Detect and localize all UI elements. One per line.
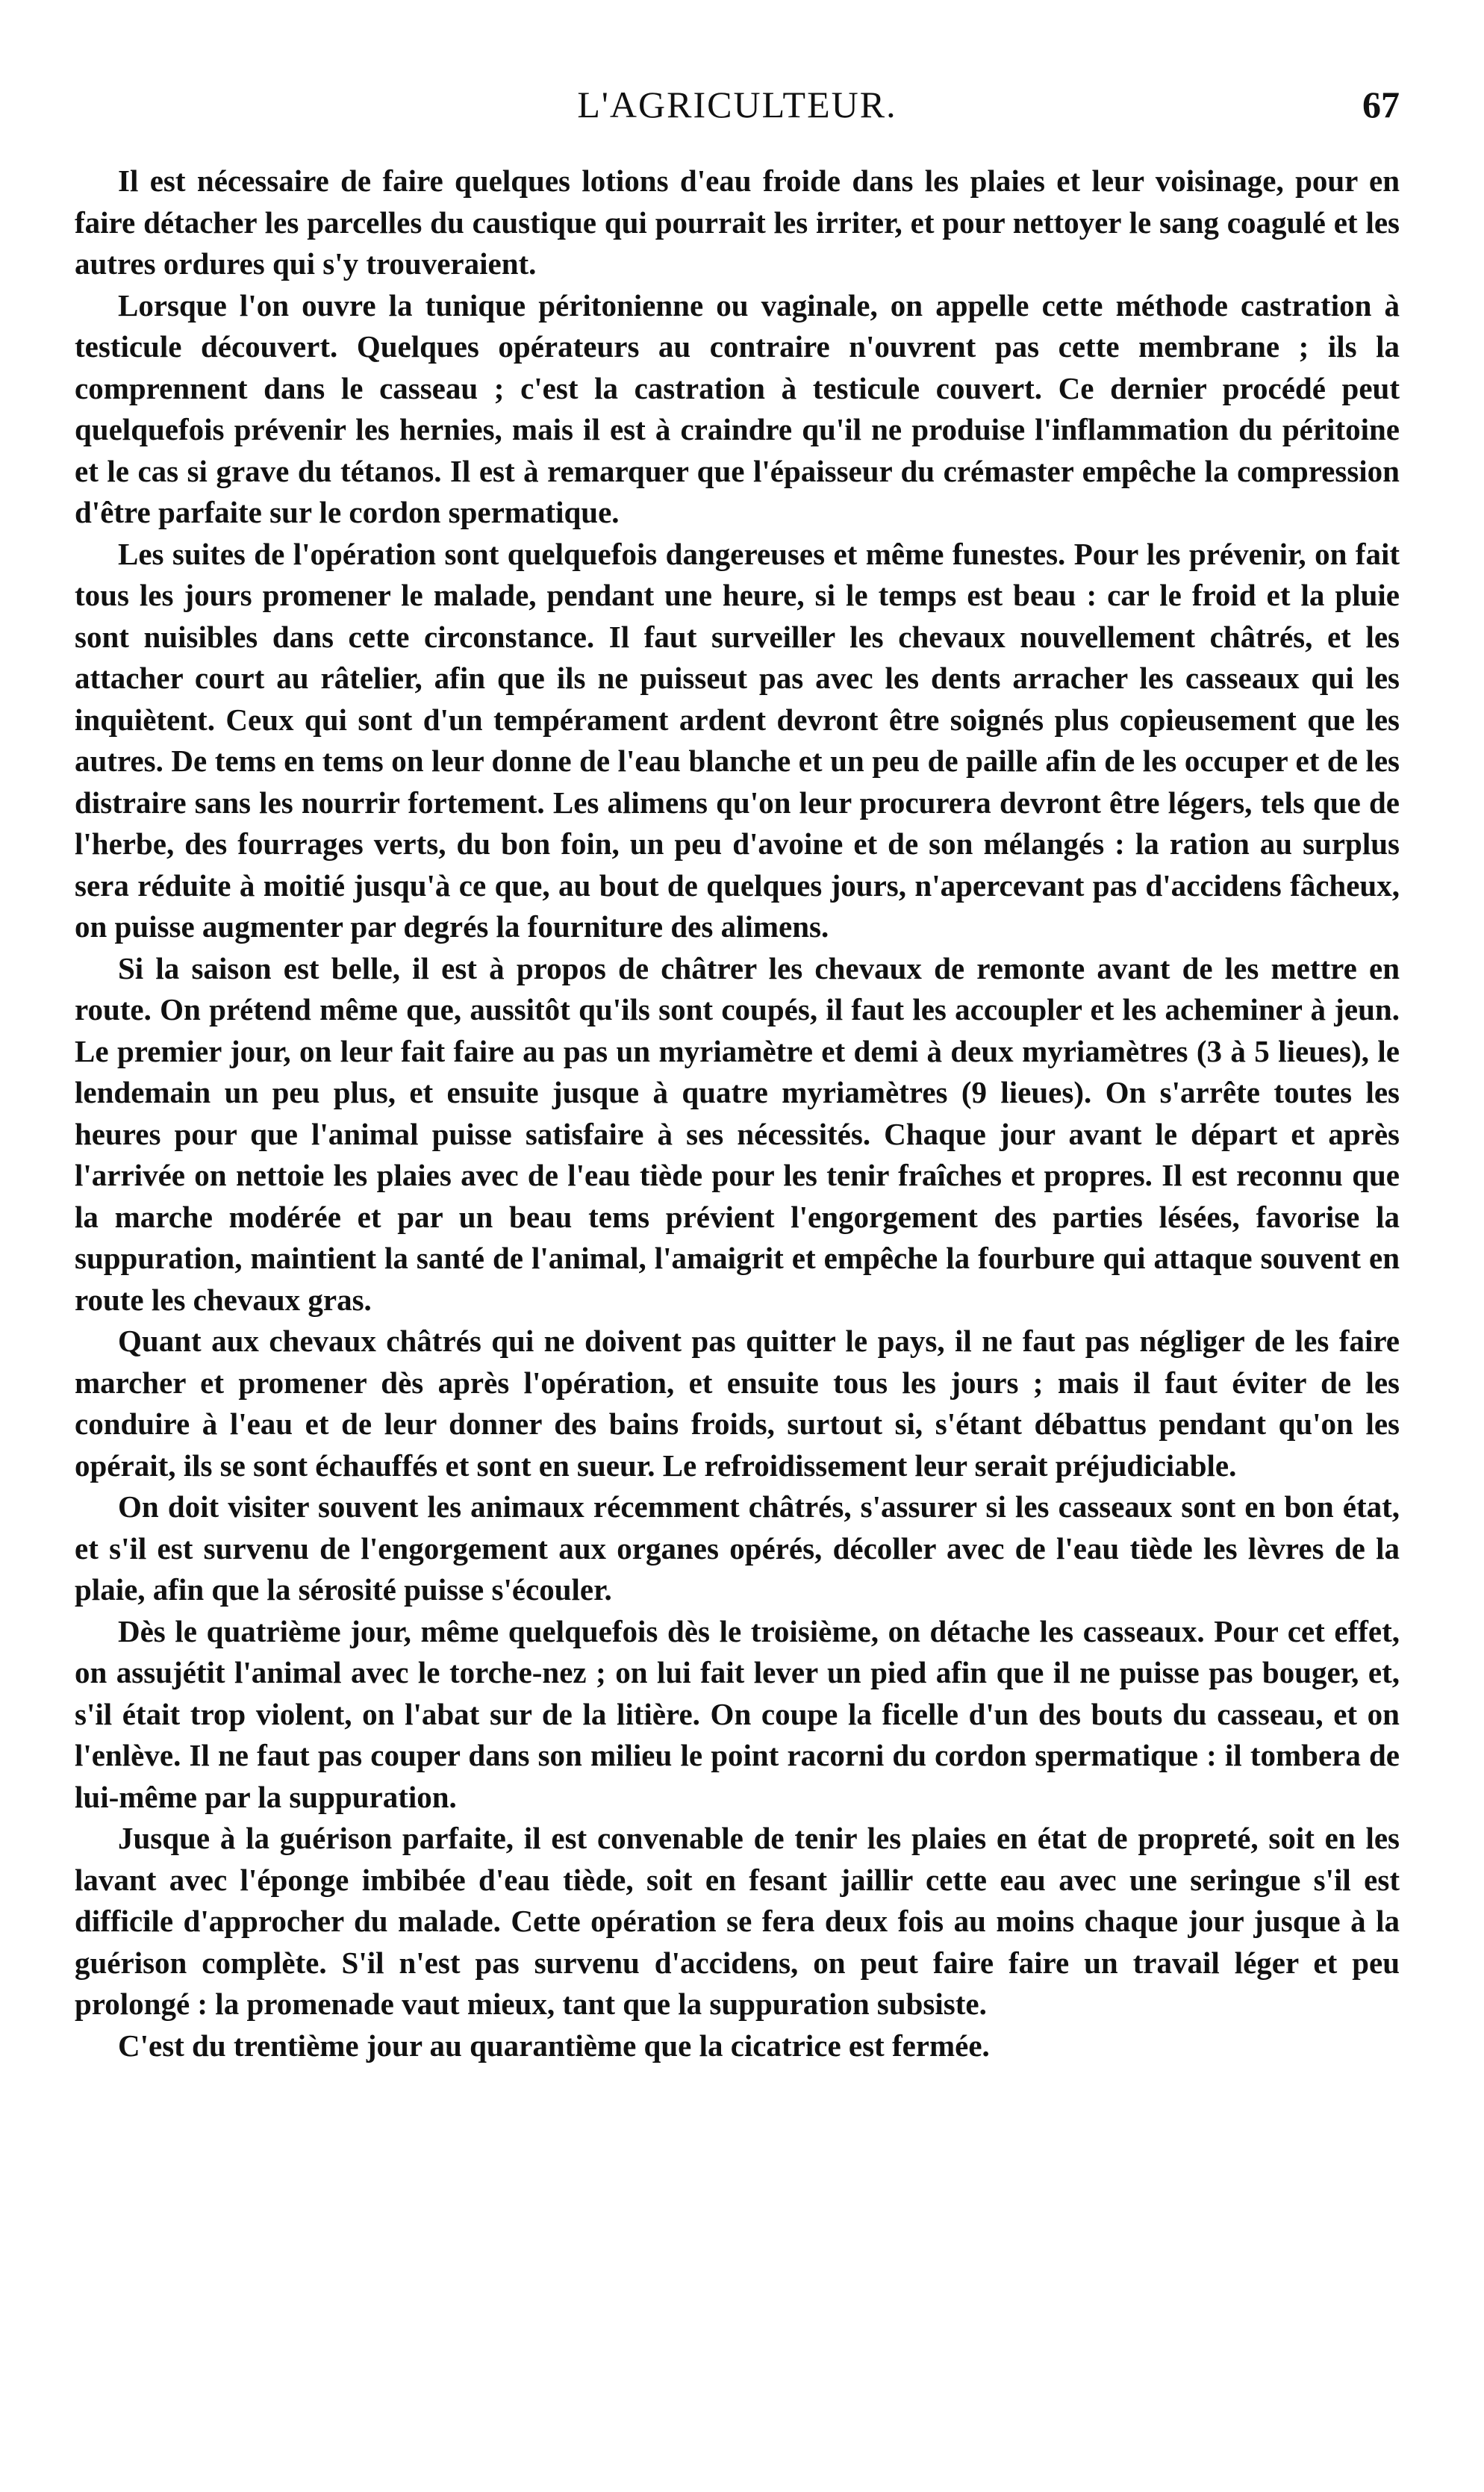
paragraph: Quant aux chevaux châtrés qui ne doivent pas quitter le pays, il ne faut pas négliger de les faire marcher et promener dès après l'opération, et ensuite tous les jours ; mais il faut éviter de les conduire à l'eau et de leur donner des bains froids, surtout si, s'étant débattus pendant qu'on les opérait, ils se sont échauffés et sont en sueur. Le refroidissement leur serait préjudiciable. bbox=[75, 1324, 1400, 1483]
page-number: 67 bbox=[1362, 84, 1400, 125]
paragraph: Jusque à la guérison parfaite, il est convenable de tenir les plaies en état de propreté, soit en les lavant avec l'éponge imbibée d'eau tiède, soit en fesant jaillir cette eau avec une seringue s'il est difficile d'approcher du malade. Cette opération se fera deux fois au moins chaque jour jusque à la guérison complète. S'il n'est pas survenu d'accidens, on peut faire faire un travail léger et peu prolongé : la promenade vaut mieux, tant que la suppuration subsiste. bbox=[75, 1821, 1400, 2021]
running-title: L'AGRICULTEUR. bbox=[577, 84, 897, 125]
paragraph: Il est nécessaire de faire quelques lotions d'eau froide dans les plaies et leur voisinage, pour en faire détacher les parcelles du caustique qui pourrait les irriter, et pour nettoyer le sang coagulé et les autres ordures qui s'y trouveraient. bbox=[75, 163, 1400, 281]
paragraph: C'est du trentième jour au quarantième que la cicatrice est fermée. bbox=[118, 2028, 990, 2063]
paragraph: Si la saison est belle, il est à propos de châtrer les chevaux de remonte avant de les mettre en route. On prétend même que, aussitôt qu'ils sont coupés, il faut les accoupler et les acheminer à jeun. Le premier jour, on leur fait faire au pas un myriamètre et demi à deux myriamètres (3 à 5 lieues), le lendemain un peu plus, et ensuite jusque à quatre myriamètres (9 lieues). On s'arrête toutes les heures pour que l'animal puisse satisfaire à ses nécessités. Chaque jour avant le départ et après l'arrivée on nettoie les plaies avec de l'eau tiède pour les tenir fraîches et propres. Il est reconnu que la marche modérée et par un beau tems prévient l'engorgement des parties lésées, favorise la suppuration, maintient la santé de l'animal, l'amaigrit et empêche la fourbure qui attaque souvent en route les chevaux gras. bbox=[75, 950, 1400, 1317]
paragraph: Les suites de l'opération sont quelquefois dangereuses et même funestes. Pour les prévenir, on fait tous les jours promener le malade, pendant une heure, si le temps est beau : car le froid et la pluie sont nuisibles dans cette circonstance. Il faut surveiller les chevaux nouvellement châtrés, et les attacher court au râtelier, afin que ils ne puisseut pas avec les dents arracher les casseaux qui les inquiètent. Ceux qui sont d'un tempérament ardent devront être soignés plus copieusement que les autres. De tems en tems on leur donne de l'eau blanche et un peu de paille afin de les occuper et de les distraire sans les nourrir fortement. Les alimens qu'on leur procurera devront être légers, tels que de l'herbe, des fourrages verts, du bon foin, un peu d'avoine et de son mélangés : la ration au surplus sera réduite à moitié jusqu'à ce que, au bout de quelques jours, n'apercevant pas d'accidens fâcheux, on puisse augmenter par degrés la fourniture des alimens. bbox=[75, 536, 1400, 944]
paragraph: Dès le quatrième jour, même quelquefois dès le troisième, on détache les casseaux. Pour cet effet, on assujétit l'animal avec le torche-nez ; on lui fait lever un pied afin que il ne puisse pas bouger, et, s'il était trop violent, on l'abat sur de la litière. On coupe la ficelle d'un des bouts du casseau, et on l'enlève. Il ne faut pas couper dans son milieu le point racorni du cordon spermatique : il tombera de lui-même par la suppuration. bbox=[75, 1613, 1400, 1814]
paragraph: On doit visiter souvent les animaux récemment châtrés, s'assurer si les casseaux sont en bon état, et s'il est survenu de l'engorgement aux organes opérés, décoller avec de l'eau tiède les lèvres de la plaie, afin que la sérosité puisse s'écouler. bbox=[75, 1489, 1400, 1607]
paragraph: Lorsque l'on ouvre la tunique péritonienne ou vaginale, on appelle cette méthode castration à testicule découvert. Quelques opérateurs au contraire n'ouvrent pas cette membrane ; ils la comprennent dans le casseau ; c'est la castration à testicule couvert. Ce dernier procédé peut quelquefois prévenir les hernies, mais il est à craindre qu'il ne produise l'inflammation du péritoine et le cas si grave du tétanos. Il est à remarquer que l'épaisseur du crémaster empêche la compression d'être parfaite sur le cordon spermatique. bbox=[75, 287, 1400, 529]
book-page bbox=[75, 71, 1400, 2460]
body-text bbox=[75, 161, 1400, 2066]
page-header bbox=[75, 71, 1400, 138]
